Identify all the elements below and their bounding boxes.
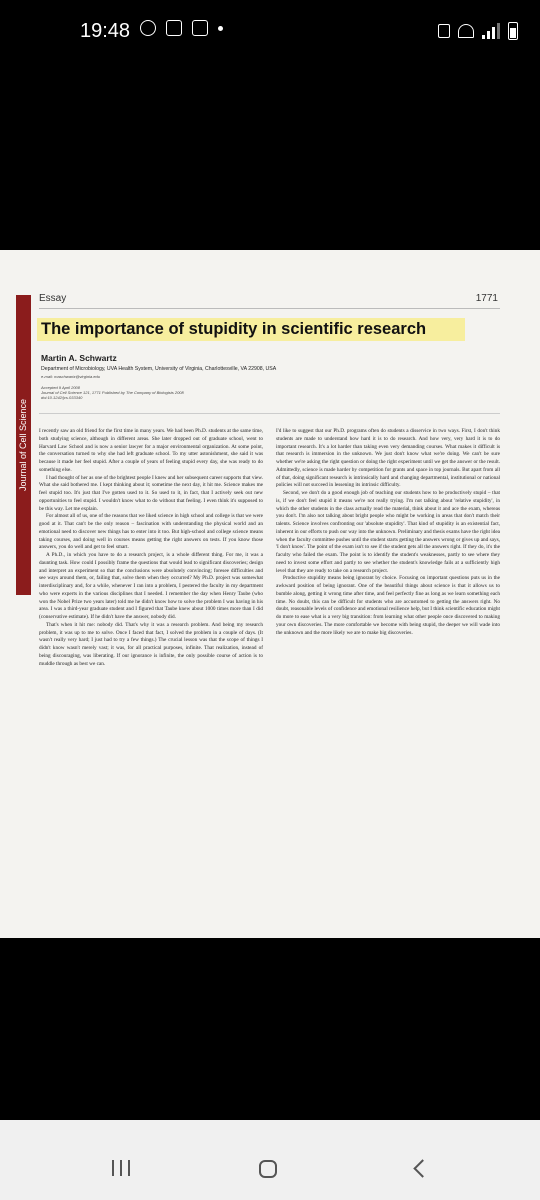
accepted-date: Accepted 9 April 2008 [41,385,80,390]
paragraph: I had thought of her as one of the brightest people I knew and her subsequent career supports that view. What she said bothered me. I kept thinking about it; sometime the next day, it hit me. Science makes me feel stupid too. It's just that I've gotten used to it. So used to it, in fact, that I actively seek out new opportunities to feel stupid. I wouldn't know what to do without that feeling. I even think it's supposed to be this way. Let me explain. [39,474,263,512]
article-page [0,250,540,938]
body-column-left [39,428,263,668]
publication-meta [41,385,184,400]
paragraph: For almost all of us, one of the reasons that we liked science in high school and college is that we were good at it. That can't be the only reason – fascination with understanding the physical world and an emotional need to discover new things has to enter into it too. But high-school and college science means taking courses, and doing well in courses means getting the right answers on tests. If you know those answers, you do well and get to feel smart. [39,513,263,551]
author-affiliation: Department of Microbiology, UVA Health System, University of Virginia, Charlottesville, VA 22908, USA [41,366,277,372]
more-notifications-icon [218,26,223,31]
body-column-right [276,428,500,637]
paragraph: Second, we don't do a good enough job of teaching our students how to be productively stupid – that is, if we don't feel stupid it means we're not really trying. I'm not talking about 'relative stupidity', in which the other students in the class actually read the material, think about it and ace the exam, whereas you don't. I'm also not talking about bright people who might be working in areas that don't match their talents. Science involves confronting our 'absolute stupidity'. That kind of stupidity is an existential fact, inherent in our efforts to push our way into the unknown. Preliminary and thesis exams have the right idea when the faculty committee pushes until the student starts getting the answers wrong or gives up and says, 'I don't know'. The point of the exam isn't to see if the student gets all the answers right. If they do, it's the faculty who failed the exam. The point is to identify the student's weaknesses, partly to see where they need to invest some effort and partly to see whether the student's knowledge fails at a sufficiently high level that they are ready to take on a research project. [276,490,500,574]
status-bar [0,0,540,66]
meta-divider [39,413,500,414]
paragraph: That's when it hit me: nobody did. That's why it was a research problem. And being my research problem, it was up to me to solve. Once I faced that fact, I solved the problem in a couple of days. (It wasn't really very hard; I just had to try a few things.) The crucial lesson was that the scope of things I didn't know wasn't merely vast; it was, for all practical purposes, infinite. That realization, instead of being discouraging, was liberating. If our ignorance is infinite, the only possible course of action is to muddle through as best we can. [39,621,263,667]
paragraph: I'd like to suggest that our Ph.D. programs often do students a disservice in two ways. First, I don't think students are made to understand how hard it is to do research. And how very, very hard it is to do important research. It's a lot harder than taking even very demanding courses. What makes it difficult is that research is immersion in the unknown. We just don't know what we're doing. We can't be sure whether we're asking the right question or doing the right experiment until we get the answer or the result. Admittedly, science is made harder by competition for grants and space in top journals. But apart from all of that, doing significant research is intrinsically hard and changing departmental, institutional or national policies will not succeed in lessening its intrinsic difficulty. [276,428,500,489]
signal-icon [482,23,500,39]
doi: doi:10.1242/jcs.033340 [41,395,83,400]
journal-side-label: Journal of Cell Science [18,398,28,492]
notification-icons [140,20,223,36]
paragraph: Productive stupidity means being ignorant by choice. Focusing on important questions puts us in the awkward position of being ignorant. One of the beautiful things about science is that it allows us to bumble along, getting it wrong time after time, and feel perfectly fine as long as we learn something each time. No doubt, this can be difficult for students who are accustomed to getting the answers right. No doubt, reasonable levels of confidence and emotional resilience help, but I think scientific education might do more to ease what is a very big transition: from learning what other people once discovered to making your own discoveries. The more comfortable we become with being stupid, the deeper we will wade into the unknown and the more likely we are to make big discoveries. [276,575,500,636]
outlook-icon [192,20,208,36]
system-icons [438,22,518,40]
paragraph: A Ph.D., in which you have to do a research project, is a whole different thing. For me, it was a daunting task. How could I possibly frame the questions that would lead to significant discoveries; design and interpret an experiment so that the conclusions were absolutely convincing; foresee difficulties and see ways around them, or, failing that, solve them when they occurred? My Ph.D. project was somewhat interdisciplinary and, for a while, whenever I ran into a problem, I pestered the faculty in my department who were experts in the various disciplines that I needed. I remember the day when Henry Taube (who won the Nobel Prize two years later) told me he didn't know how to solve the problem I was having in his area. I was a third-year graduate student and I figured that Taube knew about 1000 times more than I did (conservative estimate). If he didn't have the answer, nobody did. [39,552,263,620]
clock: 19:48 [80,20,131,42]
whatsapp-icon [140,20,156,36]
home-icon [259,1160,277,1178]
wifi-icon [458,24,474,38]
navigation-bar [0,1120,540,1200]
back-button[interactable] [360,1120,480,1200]
mute-icon [438,24,450,38]
journal-citation: Journal of Cell Science 121, 1771 Published by The Company of Biologists 2008 [41,390,184,395]
article-title: The importance of stupidity in scientific research [37,318,465,341]
recents-button[interactable] [60,1120,180,1200]
header-divider [39,308,500,309]
back-icon [413,1159,431,1177]
page-number: 1771 [475,293,498,304]
paragraph: I recently saw an old friend for the first time in many years. We had been Ph.D. students at the same time, both studying science, although in different areas. She later dropped out of graduate school, went to Harvard Law School and is now a senior lawyer for a major environmental organization. At some point, the conversation turned to why she had left graduate school. To my utter astonishment, she said it was because it made her feel stupid. After a couple of years of feeling stupid every day, she was ready to do something else. [39,428,263,473]
section-label: Essay [39,293,67,304]
battery-icon [508,22,518,40]
author-email: e-mail: maschwartz@virginia.edu [41,374,100,379]
home-button[interactable] [210,1120,330,1200]
recents-icon [112,1160,130,1176]
author-name: Martin A. Schwartz [41,353,117,363]
calendar-icon [166,20,182,36]
